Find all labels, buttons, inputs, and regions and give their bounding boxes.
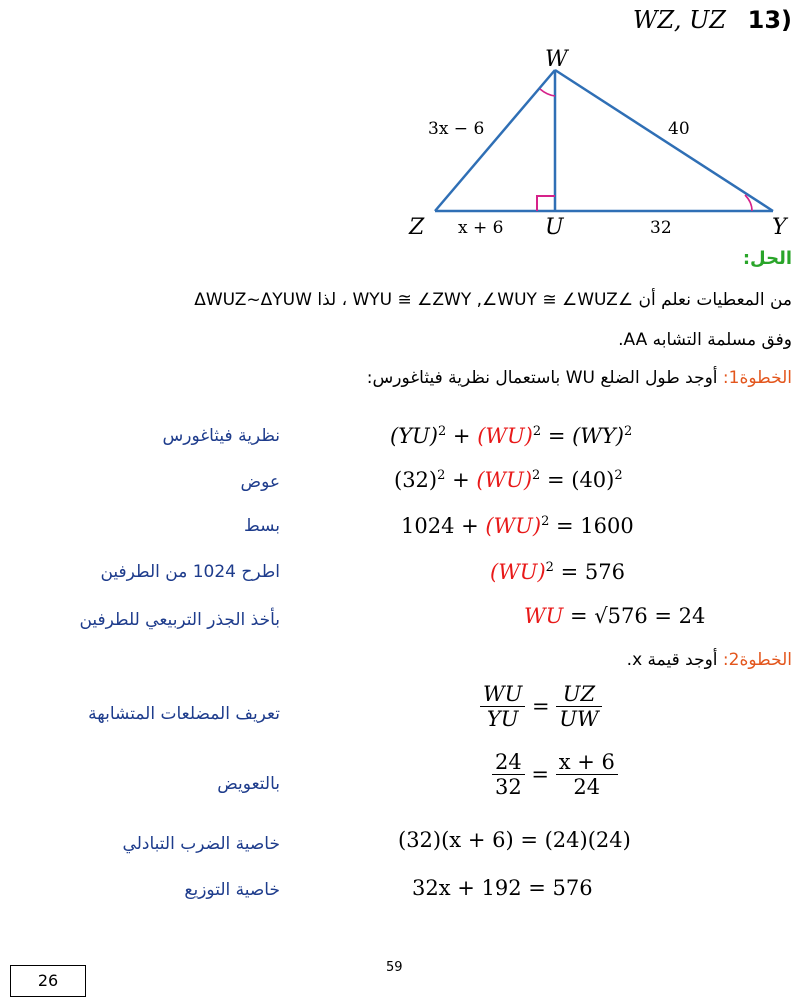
reason-8: خاصية الضرب التبادلي [122, 834, 280, 854]
step1-label: الخطوة1: [722, 368, 792, 388]
side-zw [435, 70, 555, 211]
solution-heading: الحل: [742, 248, 792, 269]
step2-label: الخطوة2: [722, 650, 792, 670]
equation-9: 32x + 192 = 576 [412, 876, 593, 900]
page-box-number: 26 [10, 965, 86, 997]
angle-arc-w [540, 89, 555, 96]
equation-6: $\frac{WU}{YU}$ = $\frac{UZ}{UW}$ [480, 682, 602, 731]
reason-4: اطرح 1024 من الطرفين [100, 562, 280, 582]
vertex-z-label: Z [409, 215, 425, 240]
reason-2: عوض [240, 472, 280, 492]
step2-text: أوجد قيمة x. [626, 650, 723, 670]
vertex-y-label: Y [772, 215, 787, 240]
reason-5: بأخذ الجذر التربيعي للطرفين [79, 610, 280, 630]
side-wy-label: 40 [668, 119, 690, 139]
intro-line-1: من المعطيات نعلم أن ∠WYU ≅ ∠ZWY ,∠WUY ≅ ∠WUZ ، لذا ΔWUZ~ΔYUW [194, 290, 792, 310]
equation-5: WU = √576 = 24 [524, 604, 706, 628]
equation-8: (32)(x + 6) = (24)(24) [398, 828, 631, 852]
problem-header [633, 6, 792, 34]
page-number: 59 [386, 960, 403, 975]
step1-text: أوجد طول الضلع WU باستعمال نظرية فيثاغورس: [366, 368, 723, 388]
problem-number: 13) [747, 6, 792, 34]
reason-6: تعريف المضلعات المتشابهة [88, 704, 280, 724]
problem-title: WZ, UZ [632, 6, 726, 34]
equation-4: (WU)$^2$ = 576 [490, 560, 625, 584]
vertex-w-label: W [545, 47, 568, 72]
reason-1: نظرية فيثاغورس [162, 426, 280, 446]
side-uy-label: 32 [650, 218, 672, 238]
step2-line [627, 650, 792, 670]
side-wy [555, 70, 773, 211]
equation-1: (YU)$^2$ + (WU)$^2$ = (WY)$^2$ [390, 424, 633, 448]
reason-3: بسط [243, 516, 280, 536]
side-zu-label: x + 6 [458, 218, 504, 238]
side-zw-label: 3x − 6 [428, 119, 485, 139]
equation-7: $\frac{24}{32}$ = $\frac{x + 6}{24}$ [492, 750, 618, 799]
triangle-figure [400, 40, 800, 250]
equation-3: 1024 + (WU)$^2$ = 1600 [401, 514, 634, 538]
intro-line-2: وفق مسلمة التشابه AA. [618, 330, 792, 350]
vertex-u-label: U [545, 215, 564, 240]
reason-9: خاصية التوزيع [184, 880, 280, 900]
reason-7: بالتعويض [217, 774, 280, 794]
right-angle-marker [537, 196, 555, 211]
equation-2: $(32)^2 + (WU)^2 = (40)^2$ [394, 468, 623, 492]
step1-line [367, 368, 792, 388]
